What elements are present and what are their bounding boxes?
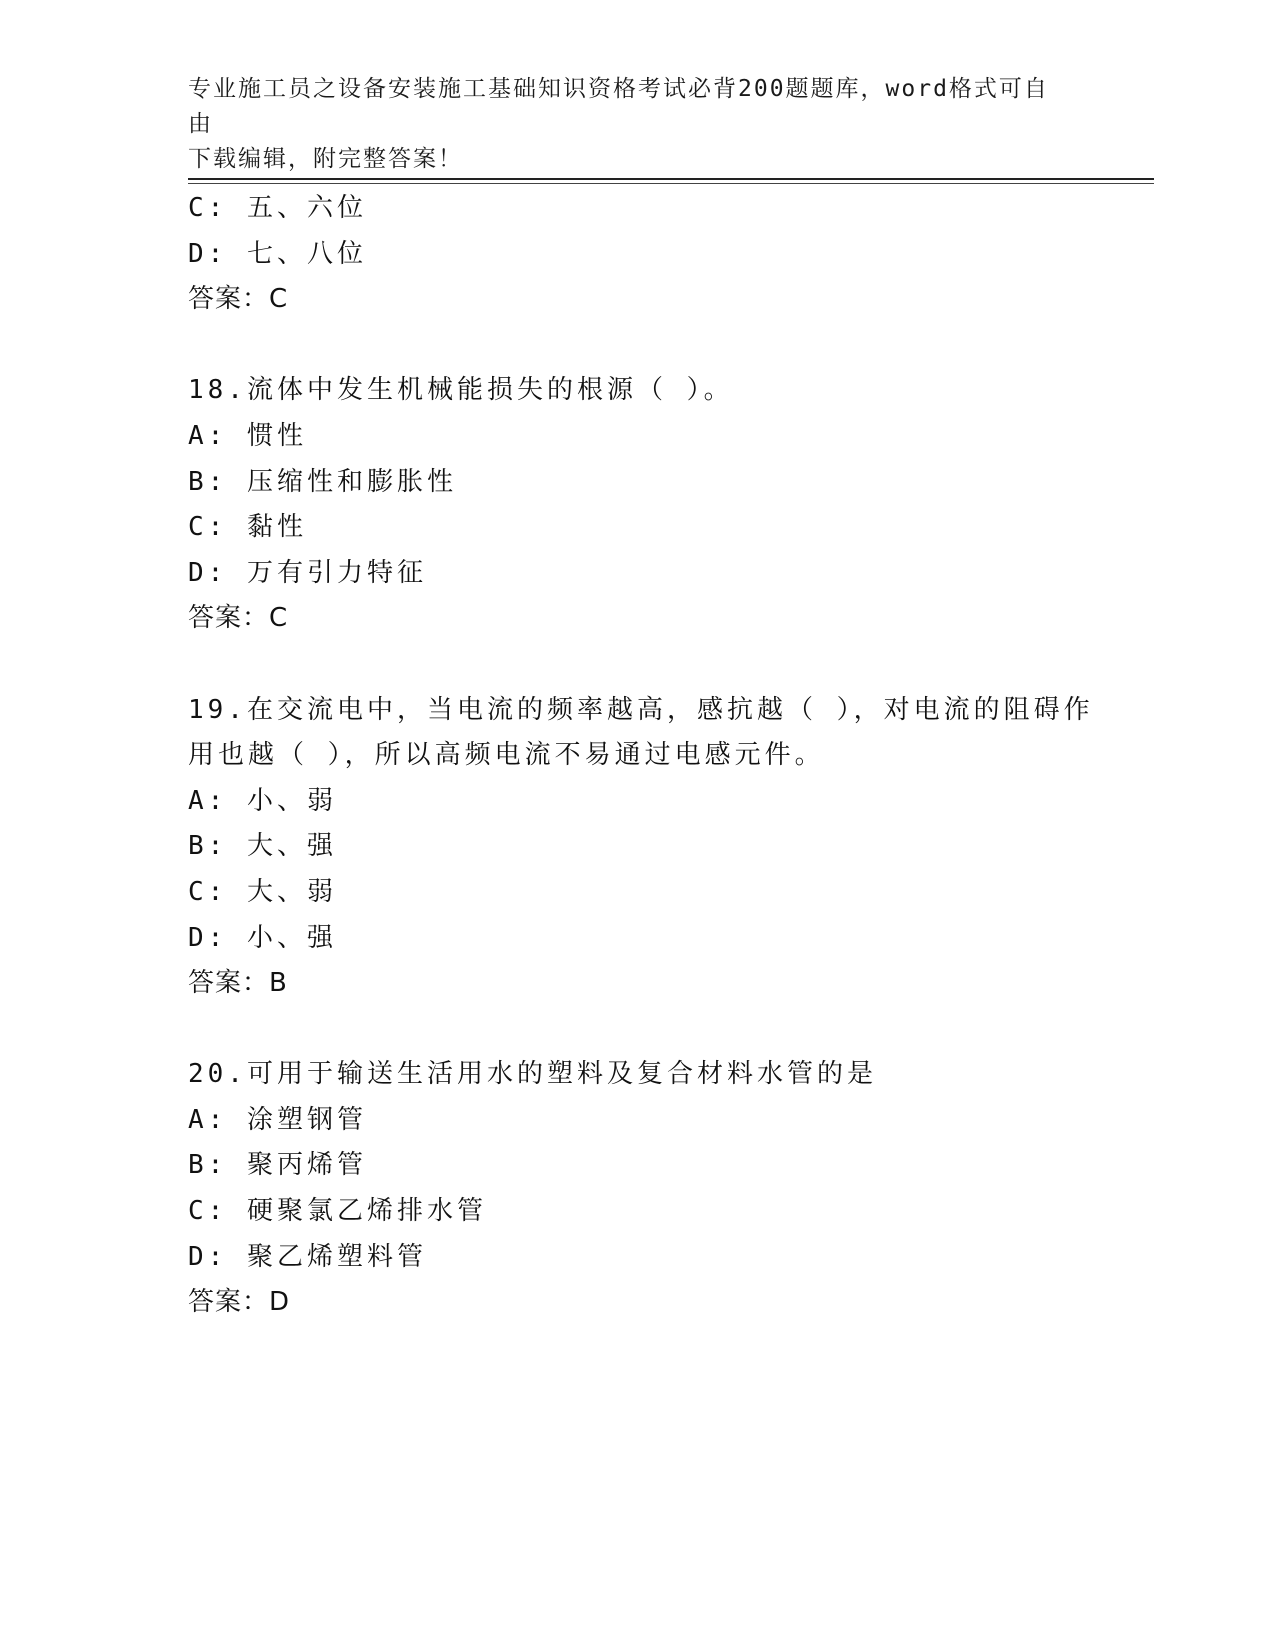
option-c: C: 黏性: [188, 512, 307, 543]
option-d: D: 七、八位: [188, 238, 367, 269]
question-stem: 20.可用于输送生活用水的塑料及复合材料水管的是: [188, 1059, 877, 1090]
answer-line: 答案：D: [188, 1287, 291, 1318]
option-a: A: 惯性: [188, 420, 307, 451]
question-stem: 18.流体中发生机械能损失的根源（ ）。: [188, 375, 734, 406]
header-divider-thick: [188, 178, 1154, 180]
option-a: A: 小、弱: [188, 785, 337, 816]
document-header: [188, 72, 1068, 177]
question-list: [188, 186, 1094, 1326]
option-d: D: 万有引力特征: [188, 557, 427, 588]
question-stem-continued: 用也越（ ），所以高频电流不易通过电感元件。: [188, 740, 825, 771]
spacer: [188, 642, 1088, 688]
answer-line: 答案：C: [188, 284, 289, 315]
option-b: B: 聚丙烯管: [188, 1150, 367, 1181]
option-d: D: 小、强: [188, 922, 337, 953]
spacer: [188, 1007, 1088, 1053]
option-b: B: 大、强: [188, 831, 337, 862]
option-a: A: 涂塑钢管: [188, 1104, 367, 1135]
answer-line: 答案：C: [188, 603, 289, 634]
spacer: [188, 323, 1088, 369]
question-20: [188, 1052, 1088, 1326]
option-c: C: 硬聚氯乙烯排水管: [188, 1196, 487, 1227]
question-19: [188, 688, 1094, 1007]
header-line-1: 专业施工员之设备安装施工基础知识资格考试必背200题题库，word格式可自由: [188, 76, 1049, 137]
question-stem: 19.在交流电中，当电流的频率越高，感抗越（ ），对电流的阻碍作: [188, 694, 1094, 725]
option-c: C: 五、六位: [188, 193, 367, 223]
previous-question-tail: [188, 186, 1088, 323]
question-18: [188, 368, 1088, 642]
answer-line: 答案：B: [188, 968, 288, 999]
header-line-2: 下载编辑，附完整答案！: [188, 146, 463, 172]
header-divider-thin: [188, 183, 1154, 184]
option-d: D: 聚乙烯塑料管: [188, 1241, 427, 1272]
option-c: C: 大、弱: [188, 876, 337, 907]
option-b: B: 压缩性和膨胀性: [188, 466, 457, 497]
